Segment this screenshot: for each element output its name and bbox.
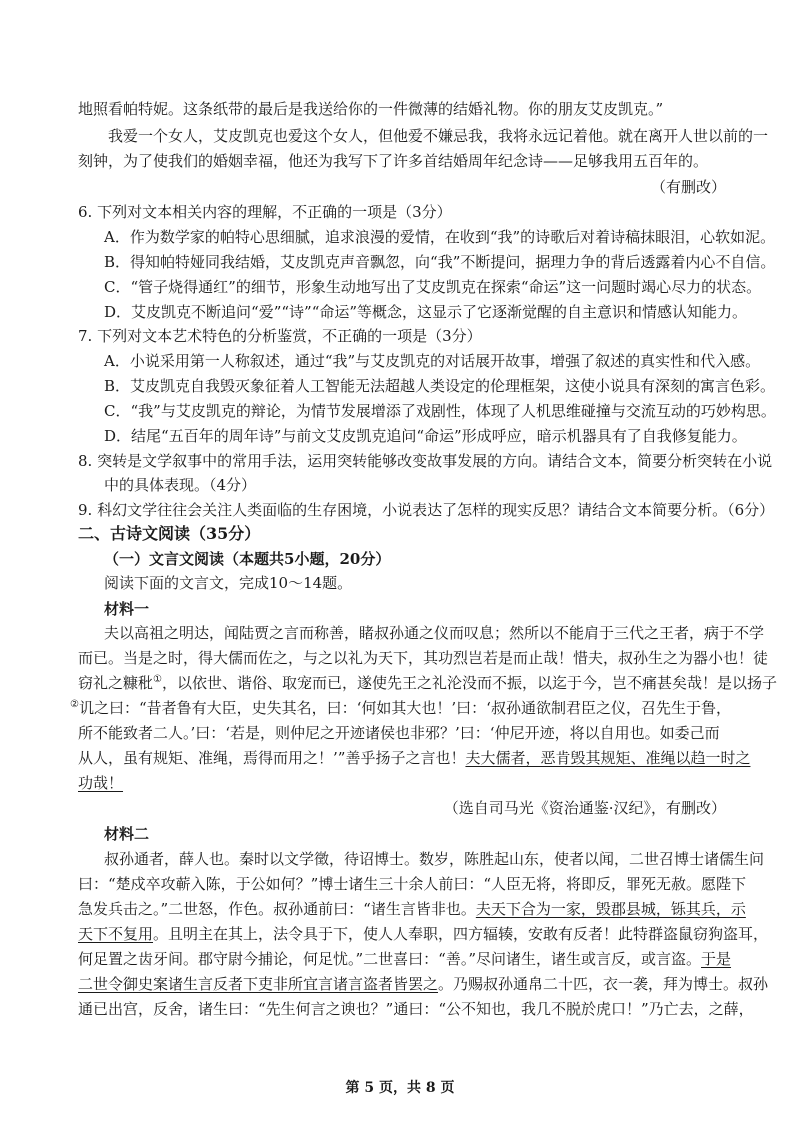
- material-2-line-4: [78, 924, 800, 944]
- material-2-line-4-b: 。且明主在其上，法令具于下，使人人奉职，四方辐辏，安敢有反者！此特群盗鼠窃狗盗耳，: [153, 925, 769, 943]
- material-1-line-3: [78, 673, 800, 693]
- material-1-line-1: 夫以高祖之明达，闻陆贾之言而称善，睹叔孙通之仪而叹息；然所以不能肩于三代之王者，病于不学: [104, 624, 765, 642]
- footnote-2-marker: ②: [70, 699, 79, 710]
- question-7-option-c: C．“我”与艾皮凯克的辩论，为情节发展增添了戏剧性，体现了人机思维碰撞与交流互动的巧妙构思。: [104, 402, 776, 420]
- story-source-note: （有删改）: [650, 178, 726, 196]
- question-7-option-a: A．小说采用第一人称叙述，通过“我”与艾皮凯克的对话展开故事，增强了叙述的真实性和代入感。: [104, 352, 761, 370]
- story-line-2: 我爱一个女人，艾皮凯克也爱这个女人，但他爱不嫌忌我，我将永远记着他。就在离开人世以前的一: [108, 127, 769, 145]
- material-2-line-7: 通已出宫，反舍，诸生曰：“先生何言之谀也？”通曰：“公不知也，我几不脱於虎口！”乃亡去，之薛，: [78, 1000, 754, 1018]
- material-2-line-1: 叔孙通者，薛人也。秦时以文学徵，待诏博士。数岁，陈胜起山东，使者以闻，二世召博士诸儒生问: [104, 850, 765, 868]
- material-1-line-6: [78, 748, 800, 768]
- story-line-1: 地照看帕特妮。这条纸带的最后是我送给你的一件微薄的结婚礼物。你的朋友艾皮凯克。”: [78, 100, 664, 118]
- material-2-line-3: [78, 899, 800, 919]
- material-1-line-3-b: ，以依世、谐俗、取宠而已，遂使先王之礼沦没而不振，以迄于今，岂不痛甚矣哉！是以扬子: [161, 674, 777, 692]
- material-1-line-7: [78, 773, 800, 793]
- material-2-line-2: 曰：“楚戍卒攻蕲入陈，于公如何？”博士诸生三十余人前曰：“人臣无将，将即反，罪死无赦。愿陛下: [78, 875, 747, 893]
- material-1-source: （选自司马光《资治通鉴·汉纪》，有删改）: [443, 799, 726, 817]
- question-7-stem: 7. 下列对文本艺术特色的分析鉴赏，不正确的一项是（3分）: [78, 327, 482, 345]
- question-6-option-a: A．作为数学家的帕特心思细腻，追求浪漫的爱情，在收到“我”的诗歌后对着诗稿抹眼泪，心软如泥。: [104, 228, 776, 246]
- question-7-option-b: B．艾皮凯克自我毁灭象征着人工智能无法超越人类设定的伦理框架，这使小说具有深刻的寓言色彩。: [104, 377, 776, 395]
- material-1-line-6-a: 从人，虽有规矩、准绳，焉得而用之！’”善乎扬子之言也！: [78, 749, 466, 767]
- story-line-3: 刻钟，为了使我们的婚姻幸福，他还为我写下了许多首结婚周年纪念诗——足够我用五百年的。: [78, 152, 709, 170]
- question-6-stem: 6. 下列对文本相关内容的理解，不正确的一项是（3分）: [78, 203, 452, 221]
- material-2-line-6-b: 。乃赐叔孙通帛二十匹，衣一袭，拜为博士。叔孙: [438, 975, 769, 993]
- material-2-line-5: [78, 949, 800, 969]
- material-1-line-3-a: 窃礼之糠秕: [78, 674, 154, 692]
- material-2-underlined-sentence-1: 夫天下合为一家，毁郡县城，铄其兵，示: [475, 900, 746, 918]
- question-7-option-d: D．结尾“五百年的周年诗”与前文艾皮凯克追问“命运”形成呼应，暗示机器具有了自我修复能力。: [104, 427, 747, 445]
- material-1-title: 材料一: [104, 600, 150, 618]
- material-1-line-5: 所不能致者二人。’曰：‘若是，则仲尼之开迹诸侯也非邪？’曰：‘仲尼开迹，将以自用也。如委己而: [78, 724, 720, 742]
- material-2-line-3-a: 急发兵击之。”二世怒，作色。叔孙通前曰：“诸生言皆非也。: [78, 900, 476, 918]
- material-2-line-6: [78, 974, 800, 994]
- question-8-line-2: 中的具体表现。（4分）: [104, 476, 257, 494]
- material-1-line-4: [70, 698, 800, 718]
- question-6-option-d: D．艾皮凯克不断追问“爱”“诗”“命运”等概念，这显示了它逐渐觉醒的自主意识和情感认知能力。: [104, 303, 748, 321]
- question-9: 9. 科幻文学往往会关注人类面临的生存困境，小说表达了怎样的现实反思？请结合文本简要分析。（6分）: [78, 501, 775, 519]
- page-number: 第 5 页，共 8 页: [345, 1080, 455, 1096]
- section-2-instruction: 阅读下面的文言文，完成10～14题。: [104, 574, 353, 592]
- footnote-1-marker: ①: [153, 674, 162, 685]
- question-8-line-1: 8. 突转是文学叙事中的常用手法，运用突转能够改变故事发展的方向。请结合文本，简要分析突转在小说: [78, 452, 773, 470]
- question-6-option-c: C．“管子烧得通红”的细节，形象生动地写出了艾皮凯克在探索“命运”这一问题时竭心尽力的状态。: [104, 278, 762, 296]
- material-2-underlined-sentence-2: 于是: [701, 950, 732, 968]
- material-1-line-4-text: 讥之曰：“昔者鲁有大臣，史失其名，曰：‘何如其大也！’曰：‘叔孙通欲制君臣之仪，召先生于鲁，: [78, 699, 731, 717]
- material-2-title: 材料二: [104, 825, 150, 843]
- material-1-line-2: 而已。当是之时，得大儒而佐之，与之以礼为天下，其功烈岂若是而止哉！惜夫，叔孙生之为器小也！徒: [78, 649, 769, 667]
- section-2-subheading: （一）文言文阅读（本题共5小题，20分）: [104, 550, 391, 568]
- material-1-underlined-sentence-end: 功哉！: [78, 774, 124, 792]
- section-2-heading: 二、古诗文阅读（35分）: [78, 524, 261, 543]
- material-2-underlined-sentence-1-end: 天下不复用: [78, 925, 154, 943]
- material-2-line-5-a: 何足置之齿牙间。郡守尉今捕论，何足忧。”二世喜曰：“善。”尽问诸生，诸生或言反，或言盗。: [78, 950, 702, 968]
- material-2-underlined-sentence-2-end: 二世令御史案诸生言反者下吏非所宜言诸言盗者皆罢之: [78, 975, 439, 993]
- material-1-underlined-sentence: 夫大儒者，恶肯毁其规矩、准绳以趋一时之: [465, 749, 751, 767]
- question-6-option-b: B．得知帕特娅同我结婚，艾皮凯克声音飘忽，向“我”不断提问，据理力争的背后透露着内心不自信。: [104, 253, 776, 271]
